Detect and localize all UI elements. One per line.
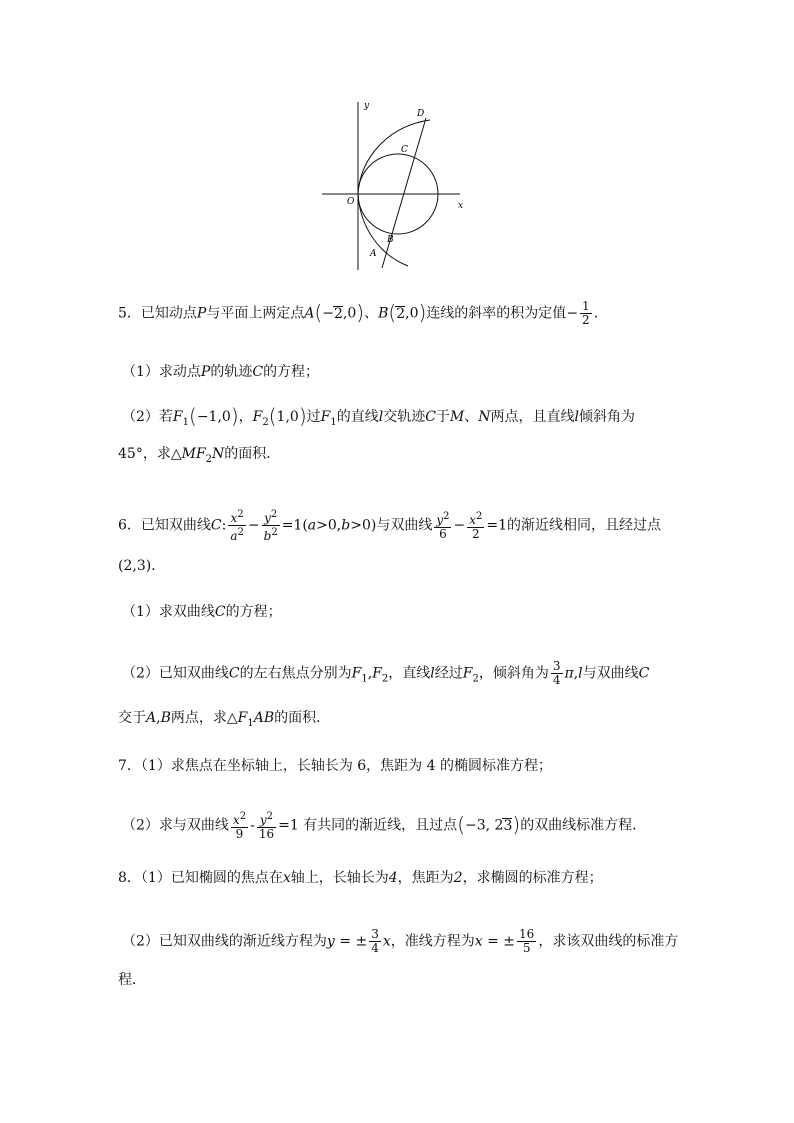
p5-question-2: （2）若$F_1(-1,0)$，$F_2(1,0)$过$F_1$的直线l交轨迹C于M、N两点，且直线l倾斜角为	[122, 404, 635, 428]
geometry-figure	[318, 96, 478, 272]
label-A: A	[370, 249, 377, 259]
p5-question-1: （1）求动点P的轨迹C的方程；	[122, 364, 320, 380]
label-y: y	[364, 101, 370, 111]
label-O: O	[347, 197, 355, 207]
label-x: x	[458, 201, 464, 211]
p6-question-1: （1）求双曲线C的方程；	[122, 604, 282, 620]
p7-question-1: 7．（1）求焦点在坐标轴上，长轴长为 6，焦距为 4 的椭圆标准方程；	[118, 758, 552, 774]
p6-question-2: （2）已知双曲线C的左右焦点分别为$F_1,F_2$，直线l经过$F_2$，倾斜角为 $\frac{3}{4}$ π,l与双曲线C	[122, 659, 650, 687]
label-D: D	[417, 109, 425, 119]
label-C: C	[401, 145, 408, 155]
label-B: B	[387, 235, 394, 245]
p6-point: (2,3)．	[118, 558, 166, 574]
p5-statement: 5．已知动点P与平面上两定点A(−2,0)、B(2,0)连线的斜率的积为定值− $\frac{1}{2}$ ．	[118, 299, 608, 327]
p8-question-1: 8．（1）已知椭圆的焦点在x轴上，长轴长为4，焦距为2，求椭圆的标准方程；	[118, 870, 603, 886]
p6-statement: 6．已知双曲线C: $\frac{x^2}{a^2}$ − $\frac{y^2}{b^2}$ =1(a>0,b>0)与双曲线 $\frac{y^2}{6}$ − $\frac{x^2}{2}$ =1的渐近线相同，且经过点	[118, 509, 662, 543]
p7-question-2: （2）求与双曲线 $\frac{x^2}{9}$ - $\frac{y^2}{16}$ =1 有共同的渐近线，且过点(−3, 23)的双曲线标准方程．	[122, 811, 647, 841]
p8-question-2: （2）已知双曲线的渐近线方程为y = ± $\frac{3}{4}$ x，准线方程为x = ± $\frac{16}{5}$ ，求该双曲线的标准方	[122, 927, 679, 955]
p6-question-2-cont: 交于A,B两点，求$\triangle F_1AB$的面积．	[118, 710, 331, 729]
p5-question-2-cont: 45°，求$\triangle MF_2N$的面积．	[118, 446, 281, 465]
p8-question-2-cont: 程．	[118, 972, 146, 988]
secant-line	[382, 118, 426, 268]
